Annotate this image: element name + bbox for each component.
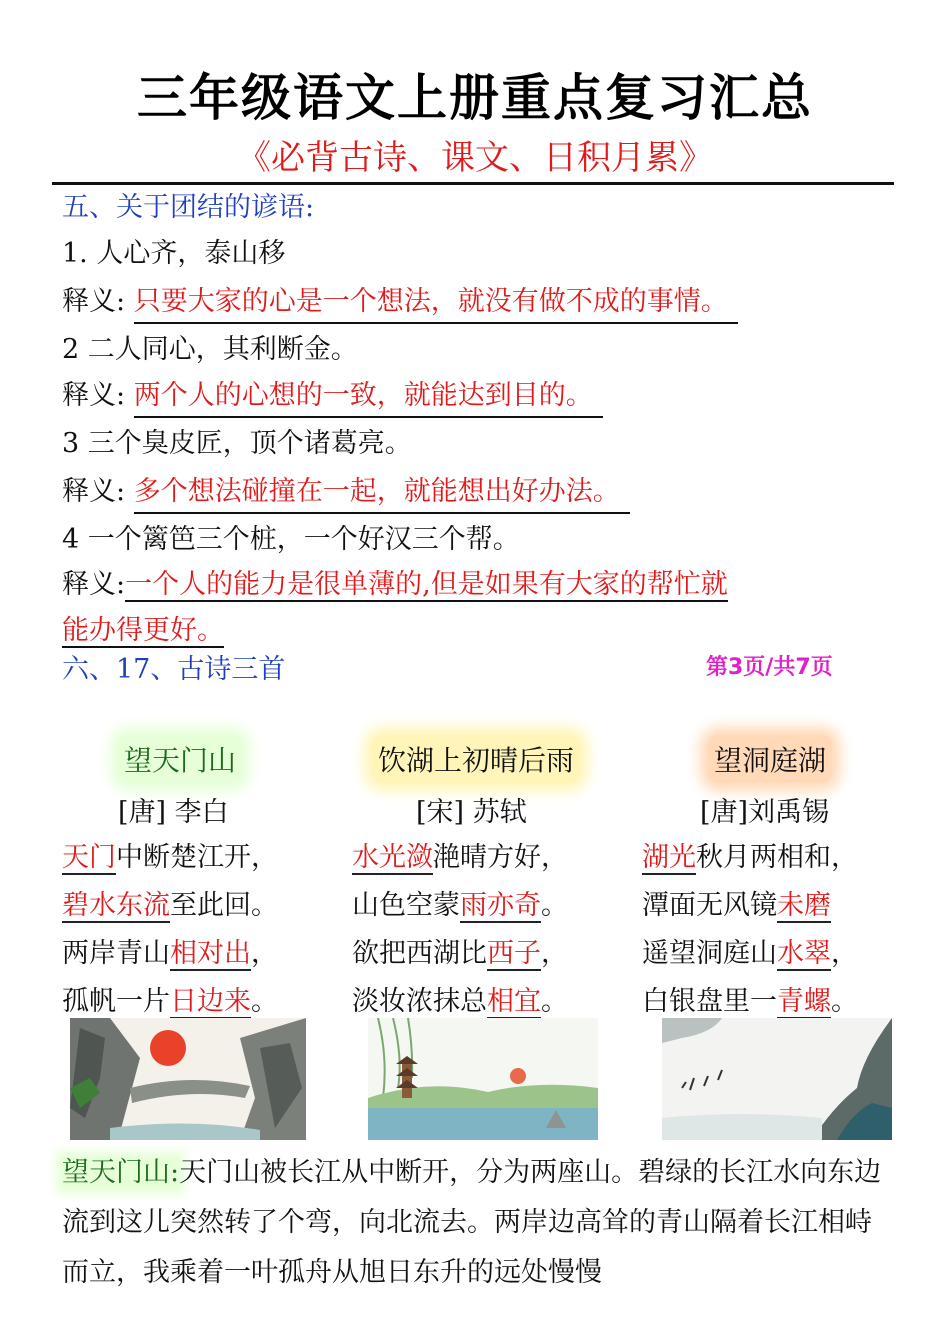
explanation-label: 望天门山:: [62, 1157, 180, 1188]
proverb-4: 4 一个篱笆三个桩，一个好汉三个帮。: [62, 524, 520, 555]
meaning-2: [62, 376, 603, 418]
title-divider: [52, 182, 894, 185]
meaning-text: 两个人的心想的一致，就能达到目的。: [134, 376, 603, 418]
key-phrase: 西子: [487, 938, 541, 969]
proverb-1: 1. 人心齐，泰山移: [62, 238, 286, 269]
poem-2-title: 饮湖上初晴后雨: [372, 735, 580, 783]
poem-3-line-2: 潭面无风镜未磨: [642, 890, 831, 921]
poem-1-title: 望天门山: [118, 735, 242, 783]
poem-2-author: [宋] 苏轼: [416, 797, 527, 828]
key-phrase: 天门: [62, 842, 116, 873]
key-phrase: 碧水东流: [62, 890, 170, 921]
key-phrase: 水光潋: [352, 842, 433, 873]
key-phrase: 日边来: [170, 986, 251, 1017]
poem-1-line-2: 碧水东流至此回。: [62, 890, 278, 921]
meaning-label: 释义:: [62, 286, 126, 317]
section6-heading: 六、17、古诗三首: [62, 654, 286, 685]
poem-3-line-4: 白银盘里一青螺。: [642, 986, 858, 1017]
section5-heading: 五、关于团结的谚语:: [62, 192, 315, 223]
meaning-text-line2: 能办得更好。: [62, 615, 224, 646]
meaning-label: 释义:: [62, 476, 126, 507]
poem-3-line-3: 遥望洞庭山水翠，: [642, 938, 858, 969]
poem-3-author: [唐]刘禹锡: [700, 797, 830, 828]
poem-1-line-4: 孤帆一片日边来。: [62, 986, 278, 1017]
key-phrase: 湖光: [642, 842, 696, 873]
key-phrase: 相宜: [487, 986, 541, 1017]
meaning-4: [62, 562, 888, 654]
key-phrase: 水翠: [777, 938, 831, 969]
meaning-text: 只要大家的心是一个想法，就没有做不成的事情。: [134, 282, 738, 324]
west-lake-illustration: [368, 1018, 598, 1140]
proverb-2: 2 二人同心，其利断金。: [62, 334, 358, 365]
explanation-text: 天门山被长江从中断开，分为两座山。碧绿的长江水向东边流到这儿突然转了个弯，向北流去。两岸边高耸的青山隔着长江相峙而立，我乘着一叶孤舟从旭日东升的远处慢慢: [62, 1157, 882, 1288]
page-title: 三年级语文上册重点复习汇总: [137, 69, 813, 127]
key-phrase: 雨亦奇: [460, 890, 541, 921]
poem-1-author: [唐] 李白: [118, 797, 229, 828]
meaning-text: 多个想法碰撞在一起，就能想出好办法。: [134, 472, 630, 514]
key-phrase: 相对出: [170, 938, 251, 969]
dongting-lake-illustration: [662, 1018, 892, 1140]
page-indicator: 第3页/共7页: [706, 655, 833, 680]
meaning-text-line1: 一个人的能力是很单薄的,但是如果有大家的帮忙就: [125, 569, 728, 600]
meaning-label: 释义:: [62, 569, 126, 600]
poem-1-line-1: 天门中断楚江开，: [62, 842, 278, 873]
poem-2-line-3: 欲把西湖比西子，: [352, 938, 568, 969]
meaning-3: [62, 472, 630, 514]
poem-2-line-1: 水光潋滟晴方好，: [352, 842, 568, 873]
proverb-3: 3 三个臭皮匠，顶个诸葛亮。: [62, 428, 412, 459]
poem-3-line-1: 湖光秋月两相和，: [642, 842, 858, 873]
poem-3-title: 望洞庭湖: [708, 735, 832, 783]
key-phrase: 未磨: [777, 890, 831, 921]
tianmen-mountain-illustration: [70, 1018, 306, 1140]
meaning-1: [62, 282, 738, 324]
poem-2-line-4: 淡妆浓抹总相宜。: [352, 986, 568, 1017]
poem-explanation: [62, 1148, 892, 1298]
key-phrase: 青螺: [777, 986, 831, 1017]
poem-1-line-3: 两岸青山相对出，: [62, 938, 278, 969]
meaning-label: 释义:: [62, 380, 126, 411]
poem-2-line-2: 山色空蒙雨亦奇。: [352, 890, 568, 921]
page-subtitle: 《必背古诗、课文、日积月累》: [237, 138, 713, 178]
